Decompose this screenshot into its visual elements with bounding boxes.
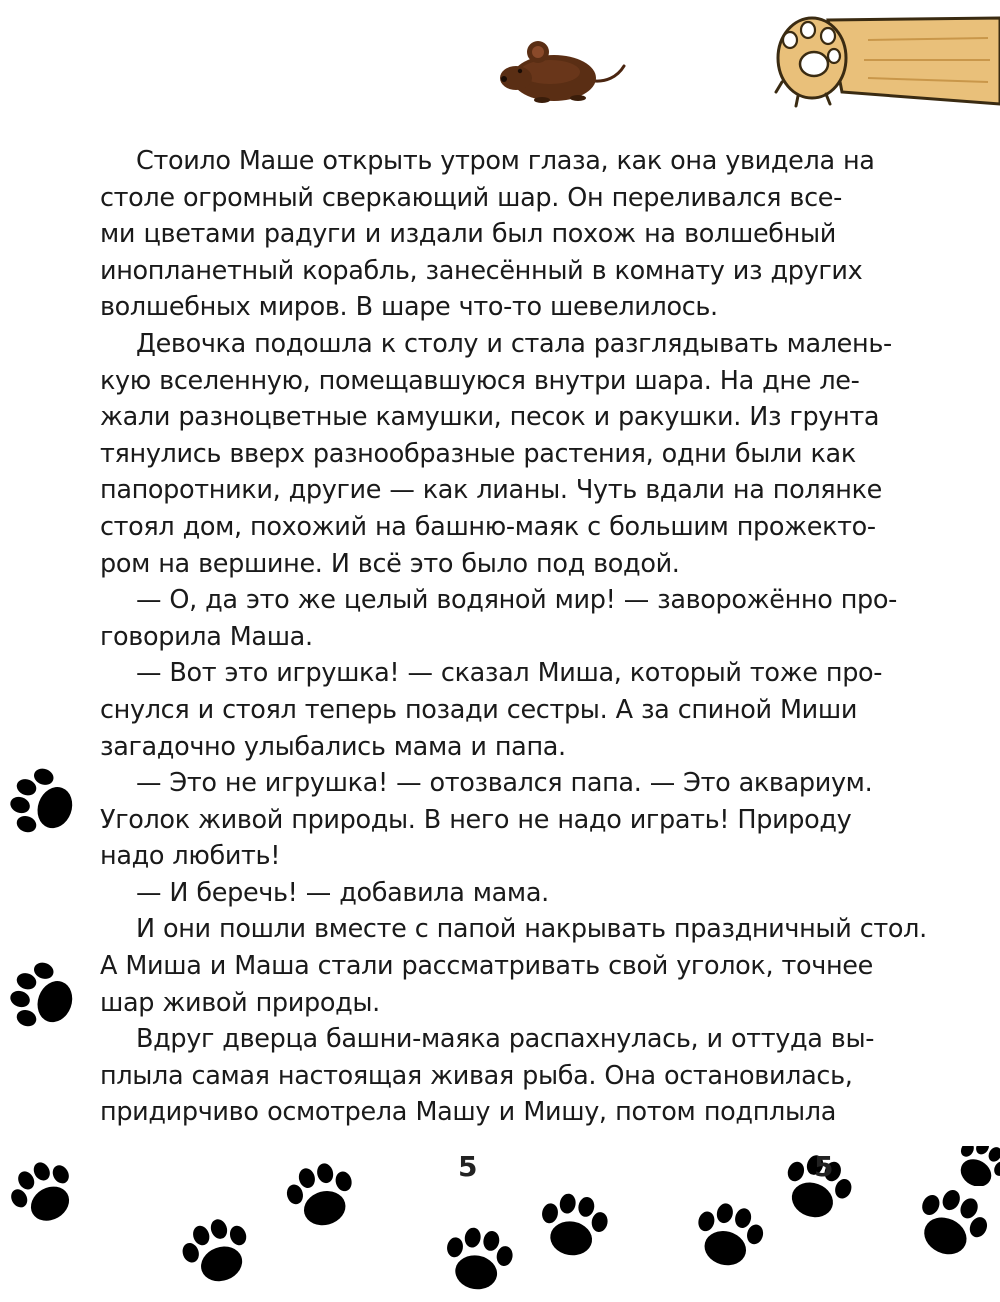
- text-line: столе огромный сверкающий шар. Он переливался все-: [100, 182, 842, 213]
- paw-print-icon: [958, 1146, 1000, 1186]
- text-line: говорила Маша.: [100, 621, 313, 652]
- text-line: папоротники, другие — как лианы. Чуть вдали на полянке: [100, 475, 882, 506]
- paragraph: [100, 1021, 875, 1131]
- paragraph: [100, 143, 875, 326]
- paw-print-icon: [680, 1190, 776, 1286]
- paw-print-icon: [170, 1214, 266, 1294]
- paragraph: [100, 875, 836, 912]
- text-line: — О, да это же целый водяной мир! — заворожённо про-: [136, 585, 897, 616]
- text-line: Вдруг дверца башни-маяка распахнулась, и оттуда вы-: [136, 1024, 875, 1055]
- paw-print-icon: [525, 1180, 621, 1276]
- text-line: жали разноцветные камушки, песок и ракушки. Из грунта: [100, 402, 880, 433]
- paragraph: [100, 582, 897, 655]
- text-line: И они пошли вместе с папой накрывать праздничный стол.: [136, 914, 927, 945]
- paw-print-icon: [0, 958, 90, 1038]
- text-line: инопланетный корабль, занесённый в комнату из других: [100, 255, 863, 286]
- text-line: волшебных миров. В шаре что-то шевелилось.: [100, 292, 718, 323]
- text-line: — И беречь! — добавила мама.: [136, 877, 549, 908]
- text-line: стоял дом, похожий на башню-маяк с большим прожекто-: [100, 511, 876, 542]
- text-line: А Миша и Маша стали рассматривать свой уголок, точнее: [100, 951, 873, 982]
- text-line: ми цветами радуги и издали был похож на волшебный: [100, 219, 836, 250]
- paw-print-icon: [0, 764, 90, 844]
- paragraph: [100, 326, 892, 582]
- text-line: — Вот это игрушка! — сказал Миша, который тоже про-: [136, 658, 883, 689]
- text-line: придирчиво осмотрела Машу и Мишу, потом подплыла: [100, 1097, 836, 1128]
- text-line: — Это не игрушка! — отозвался папа. — Это аквариум.: [136, 768, 873, 799]
- paragraph: [100, 655, 883, 765]
- text-line: снулся и стоял теперь позади сестры. А за спиной Миши: [100, 694, 858, 725]
- text-line: тянулись вверх разнообразные растения, одни были как: [100, 438, 856, 469]
- text-line: ром на вершине. И всё это было под водой.: [100, 548, 680, 579]
- text-line: Уголок живой природы. В него не надо играть! Природу: [100, 804, 852, 835]
- text-line: надо любить!: [100, 841, 281, 872]
- page-number-overlay: 5: [814, 1150, 834, 1183]
- text-line: шар живой природы.: [100, 987, 380, 1018]
- paw-print-icon: [900, 1176, 1000, 1276]
- text-line: кую вселенную, помещавшуюся внутри шара. На дне ле-: [100, 365, 860, 396]
- story-text: [100, 143, 927, 1131]
- cat-paw-arm-icon: [768, 0, 1000, 116]
- paw-print-icon: [274, 1150, 370, 1246]
- text-line: Девочка подошла к столу и стала разглядывать малень-: [136, 328, 892, 359]
- paw-print-icon: [0, 1150, 90, 1240]
- mouse-icon: [496, 38, 636, 108]
- text-line: Стоило Маше открыть утром глаза, как она увидела на: [136, 146, 875, 176]
- paw-print-icon: [430, 1222, 526, 1302]
- text-line: плыла самая настоящая живая рыба. Она остановилась,: [100, 1060, 853, 1091]
- paragraph: [100, 765, 873, 875]
- page-number: 5: [458, 1150, 478, 1183]
- text-line: загадочно улыбались мама и папа.: [100, 731, 566, 762]
- paragraph: [100, 911, 927, 1021]
